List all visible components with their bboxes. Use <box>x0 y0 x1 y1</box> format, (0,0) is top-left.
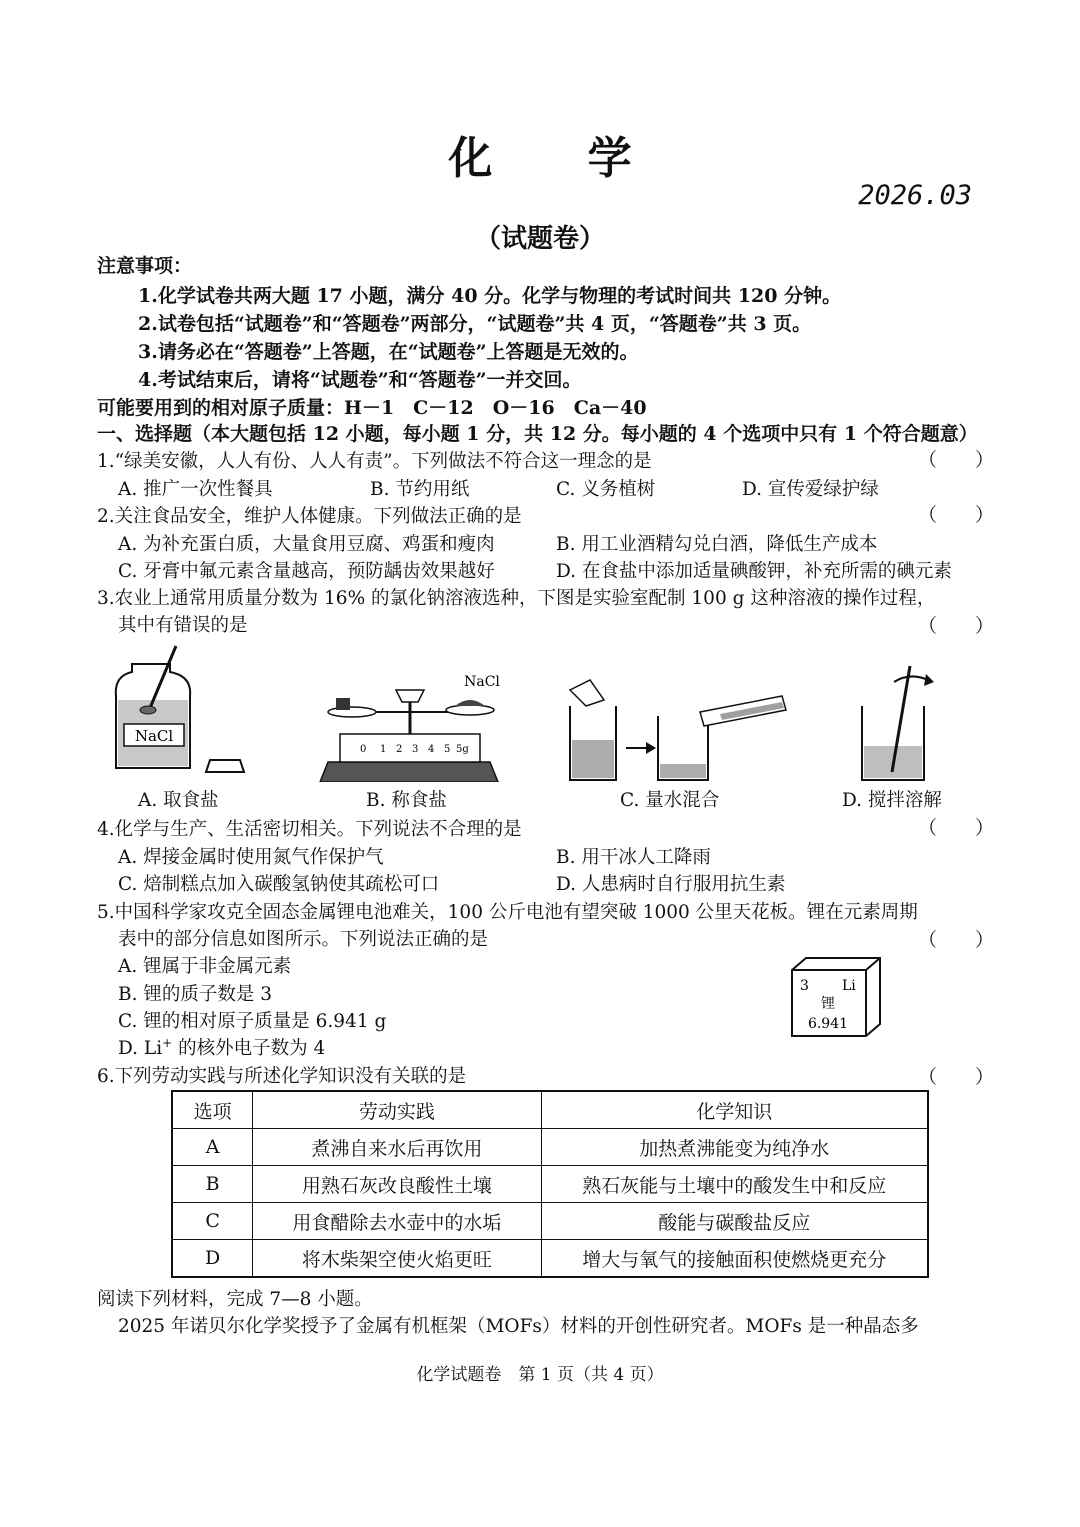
atomic-mass: 可能要用到的相对原子质量：H－1 C－12 O－16 Ca－40 <box>97 397 647 419</box>
fig-d-label: D. 搅拌溶解 <box>842 790 942 811</box>
table-row <box>172 1129 928 1166</box>
table-cell: 用食醋除去水壶中的水垢 <box>253 1203 541 1240</box>
table-header: 劳动实践 <box>253 1091 541 1129</box>
q4-option-a: A. 焊接金属时使用氮气作保护气 <box>118 847 384 868</box>
figure-take-salt <box>110 640 260 780</box>
table-cell: C <box>172 1203 253 1240</box>
q1-stem: 1.“绿美安徽，人人有份、人人有责”。下列做法不符合这一理念的是 <box>97 451 652 472</box>
table-row <box>172 1203 928 1240</box>
beaker-icon <box>658 716 708 780</box>
q1-answer-paren: （ ） <box>918 449 995 471</box>
graduated-cylinder-icon <box>700 696 786 726</box>
notice-item-4: 4.考试结束后，请将“试题卷”和“答题卷”一并交回。 <box>138 369 582 391</box>
figure-stir-dissolve <box>850 660 950 784</box>
ruler-tick: 4 <box>428 744 435 755</box>
ruler-tick: 1 <box>380 744 387 755</box>
balance-icon <box>320 690 498 782</box>
paper-sheet-icon <box>570 680 604 706</box>
scale-label: NaCl <box>464 674 500 690</box>
table-cell: 用熟石灰改良酸性土壤 <box>253 1166 541 1203</box>
reagent-jar-icon <box>116 664 190 768</box>
beaker-icon <box>570 706 616 780</box>
q6-stem: 6.下列劳动实践与所述化学知识没有关联的是 <box>97 1066 467 1087</box>
q5-stem-line2: 表中的部分信息如图所示。下列说法正确的是 <box>118 929 489 950</box>
reading-line-1: 2025 年诺贝尔化学奖授予了金属有机框架（MOFs）材料的开创性研究者。MOFs 是一种晶态多 <box>118 1316 919 1337</box>
q6-answer-paren: （ ） <box>918 1066 995 1088</box>
notice-item-1: 1.化学试卷共两大题 17 小题，满分 40 分。化学与物理的考试时间共 120 分钟。 <box>138 285 842 307</box>
q4-option-d: D. 人患病时自行服用抗生素 <box>556 874 786 895</box>
table-cell: 加热煮沸能变为纯净水 <box>541 1129 928 1166</box>
exam-subtitle: （试题卷） <box>474 224 605 254</box>
table-cell: 煮沸自来水后再饮用 <box>253 1129 541 1166</box>
ruler-tick: 5 <box>444 744 451 755</box>
q3-answer-paren: （ ） <box>918 615 995 637</box>
table-cell: D <box>172 1240 253 1278</box>
q2-option-c: C. 牙膏中氟元素含量越高，预防龋齿效果越好 <box>118 561 495 582</box>
notice-heading: 注意事项： <box>97 255 193 277</box>
element-symbol: Li <box>842 978 856 994</box>
table-header-row <box>172 1091 928 1129</box>
q1-option-b: B. 节约用纸 <box>370 479 470 500</box>
q5-option-c: C. 锂的相对原子质量是 6.941 g <box>118 1011 387 1032</box>
q2-answer-paren: （ ） <box>918 504 995 526</box>
q5-answer-paren: （ ） <box>918 929 995 951</box>
element-number: 3 <box>800 978 809 994</box>
q3-stem-line1: 3.农业上通常用质量分数为 16% 的氯化钠溶液选种，下图是实验室配制 100 g 这种溶液的操作过程， <box>97 588 936 609</box>
rotate-arrow-icon <box>894 674 934 686</box>
q5-option-d-superscript: + <box>162 1035 173 1050</box>
q2-option-a: A. 为补充蛋白质，大量食用豆腐、鸡蛋和瘦肉 <box>118 534 495 555</box>
q4-option-c: C. 焙制糕点加入碳酸氢钠使其疏松可口 <box>118 874 440 895</box>
q1-option-d: D. 宣传爱绿护绿 <box>742 479 879 500</box>
ruler-tick: 5g <box>456 744 469 755</box>
section1-heading: 一、选择题（本大题包括 12 小题，每小题 1 分，共 12 分。每小题的 4 个选项中只有 1 个符合题意） <box>97 423 978 445</box>
reading-intro: 阅读下列材料，完成 7—8 小题。 <box>97 1289 373 1310</box>
table-row <box>172 1166 928 1203</box>
element-cell-lithium <box>788 954 884 1040</box>
fig-b-label: B. 称食盐 <box>366 790 447 811</box>
table-cell: 熟石灰能与土壤中的酸发生中和反应 <box>541 1166 928 1203</box>
element-name: 锂 <box>821 996 835 1012</box>
q1-option-a: A. 推广一次性餐具 <box>118 479 273 500</box>
jar-label: NaCl <box>134 727 174 745</box>
arrow-right-icon <box>626 742 656 754</box>
table-header: 化学知识 <box>541 1091 928 1129</box>
q3-stem-line2: 其中有错误的是 <box>118 615 248 636</box>
page-footer: 化学试题卷 第 1 页（共 4 页） <box>416 1365 664 1385</box>
ruler-tick: 2 <box>396 744 403 755</box>
fig-c-label: C. 量水混合 <box>620 790 720 811</box>
notice-item-3: 3.请务必在“答题卷”上答题，在“试题卷”上答题是无效的。 <box>138 341 639 363</box>
q6-table <box>171 1090 929 1278</box>
q2-stem: 2.关注食品安全，维护人体健康。下列做法正确的是 <box>97 506 522 527</box>
fig-a-label: A. 取食盐 <box>138 790 219 811</box>
q4-option-b: B. 用干冰人工降雨 <box>556 847 711 868</box>
table-cell: 酸能与碳酸盐反应 <box>541 1203 928 1240</box>
q5-option-a: A. 锂属于非金属元素 <box>118 956 292 977</box>
bottle-cap-icon <box>206 760 244 772</box>
q5-option-d <box>118 1034 325 1060</box>
notice-item-2: 2.试卷包括“试题卷”和“答题卷”两部分，“试题卷”共 4 页，“答题卷”共 3 页。 <box>138 313 812 335</box>
figure-measure-mix <box>560 676 790 786</box>
q5-option-b: B. 锂的质子数是 3 <box>118 984 273 1005</box>
exam-title: 化 学 <box>448 133 672 184</box>
q2-option-b: B. 用工业酒精勾兑白酒，降低生产成本 <box>556 534 878 555</box>
q4-stem: 4.化学与生产、生活密切相关。下列说法不合理的是 <box>97 819 522 840</box>
q5-option-d-prefix: D. Li <box>118 1038 163 1059</box>
q4-answer-paren: （ ） <box>918 817 995 839</box>
ruler-tick: 0 <box>360 744 367 755</box>
table-cell: B <box>172 1166 253 1203</box>
element-mass: 6.941 <box>807 1016 849 1032</box>
table-header: 选项 <box>172 1091 253 1129</box>
q1-option-c: C. 义务植树 <box>556 479 656 500</box>
q5-option-d-suffix: 的核外电子数为 4 <box>172 1038 326 1059</box>
q5-stem-line1: 5.中国科学家攻克全固态金属锂电池难关，100 公斤电池有望突破 1000 公里天花板。锂在元素周期 <box>97 902 918 923</box>
table-cell: A <box>172 1129 253 1166</box>
ruler-tick: 3 <box>412 744 419 755</box>
exam-date: 2026.03 <box>858 180 972 211</box>
table-row <box>172 1240 928 1278</box>
q2-option-d: D. 在食盐中添加适量碘酸钾，补充所需的碘元素 <box>556 561 952 582</box>
table-cell: 将木柴架空使火焰更旺 <box>253 1240 541 1278</box>
figure-weigh-salt <box>310 664 510 782</box>
table-cell: 增大与氧气的接触面积使燃烧更充分 <box>541 1240 928 1278</box>
